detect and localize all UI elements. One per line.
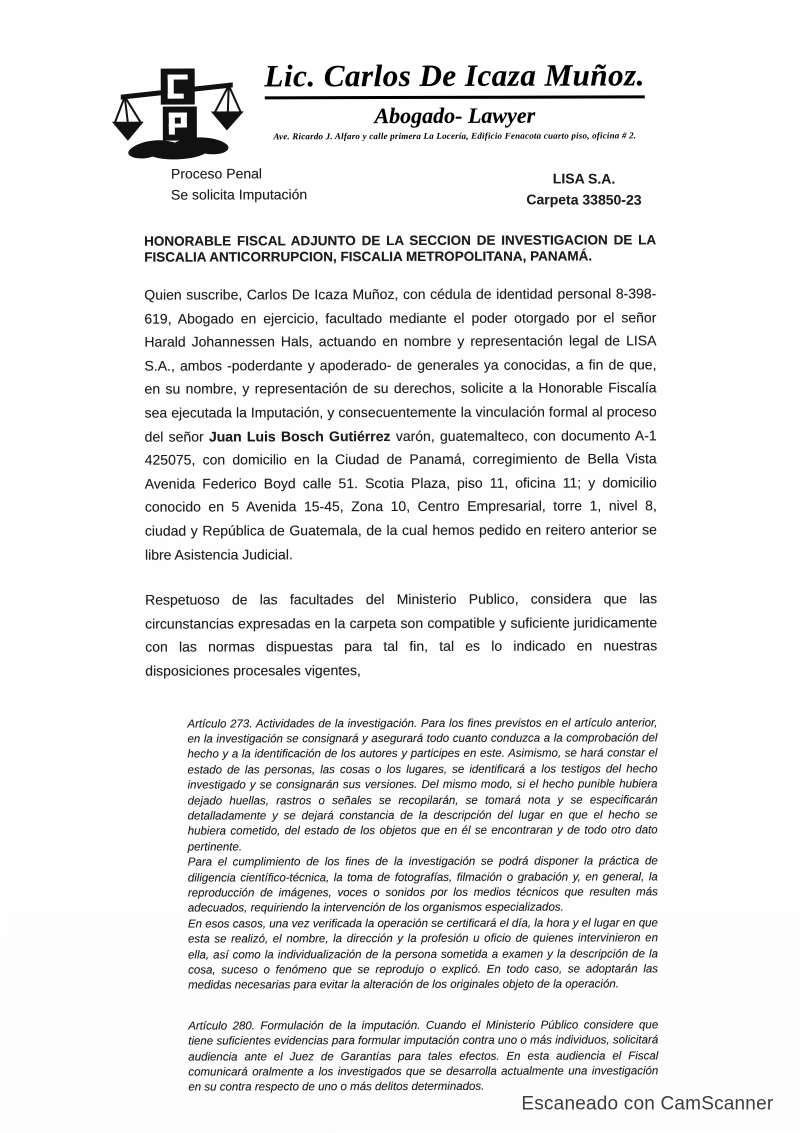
petition-text-after: varón, guatemalteco, con documento A-1 425075, con domicilio en la Ciudad de Panamá, corregimiento de Bella Vista Avenida Federico Boyd calle 51. Scotia Plaza, piso 11, oficina 11; y domicilio conocido en 5 Avenida 15-45, Zona 10, Centro Empresarial, torre 1, nivel 8, ciudad y República de Guatemala, de la cual hemos pedido en reitero anterior se libre Asistencia Judicial.: [144, 426, 657, 563]
accused-name: Juan Luis Bosch Gutiérrez: [208, 427, 391, 445]
client-name: LISA S.A.: [552, 170, 616, 187]
folder-number: Carpeta 33850-23: [526, 191, 642, 208]
document-body: [144, 232, 658, 1096]
letterhead-text: [245, 57, 665, 141]
articulo-273-part-3: En esos casos, una vez verificada la operación se certificará el día, la hora y el lugar en que esta se realizó, el nombre, la dirección y la profesión u oficio de quienes intervinieron en ella, así como la individualización de la persona sometida a examen y la descripción de la cosa, suceso o fenómeno que se reprodujo o explicó. En todo caso, se adoptarán las medidas necesarias para evitar la alteración de los originales objeto de la operación.: [187, 917, 659, 992]
petition-text-before: Quien suscribe, Carlos De Icaza Muñoz, con cédula de identidad personal 8-398-619, Abogado en ejercicio, facultado mediante el poder otorgado por el señor Harald Johannessen Hals, actuando en nombre y representación legal de LISA S.A., ambos -poderdante y apoderado- de generales ya conocidas, a fin de que, en su nombre, y representación de su derechos, solicite a la Honorable Fiscalía sea ejecutada la Imputación, y consecuentemente la vinculación formal al proceso del señor: [144, 285, 657, 445]
paragraph-petition: [144, 282, 657, 566]
case-reference-left: [171, 163, 307, 205]
lawyer-subtitle: Abogado- Lawyer: [374, 102, 536, 129]
quote-articulo-273: [187, 716, 658, 995]
lawyer-name-title: Lic. Carlos De Icaza Muñoz.: [264, 57, 644, 99]
spacer: [146, 993, 658, 1019]
scales-of-justice-icon: [107, 62, 247, 162]
addressee-heading: HONORABLE FISCAL ADJUNTO DE LA SECCION DE INVESTIGACION DE LA FISCALIA ANTICORRUPCION, FISCALIA METROPOLITANA, PANAMÁ.: [144, 232, 657, 265]
articulo-280-text: Artículo 280. Formulación de la imputación. Cuando el Ministerio Público considere que tiene suficientes evidencias para formular imputación contra uno o más individuos, solicitará audiencia ante el Juez de Garantías para tales efectos. En esta audiencia el Fiscal comunicará oralmente a los investigados que se desarrolla actualmente una investigación en su contra respecto de uno o más delitos determinados.: [188, 1019, 659, 1094]
paragraph-legal-basis: Respetuoso de las facultades del Ministerio Publico, considera que las circunstancias expresadas en la carpeta son compatible y suficiente juridicamente con las normas dispuestas para tal fin, tal es lo indicado en nuestras disposiciones procesales vigentes,: [145, 590, 658, 679]
office-address: Ave. Ricardo J. Alfaro y calle primera La Locería, Edificio Fenacota cuarto piso, oficina # 2.: [273, 130, 637, 142]
case-reference-right: [494, 168, 674, 211]
camscanner-watermark: Escaneado con CamScanner: [521, 1093, 774, 1115]
quote-articulo-280: [188, 1018, 658, 1096]
articulo-273-part-2: Para el cumplimiento de los fines de la investigación se podrá disponer la práctica de diligencia científico-técnica, la toma de fotografías, filmación o grabación y, en general, la reproducción de imágenes, voces o sonidos por los medios técnicos que resulten más adecuados, requiriendo la intervención de los organismos especializados.: [187, 855, 658, 915]
case-request: Se solicita Imputación: [171, 186, 308, 203]
case-type: Proceso Penal: [170, 165, 263, 182]
articulo-273-part-1: Artículo 273. Actividades de la investigación. Para los fines previstos en el artículo anterior, en la investigación se consignará y asegurará todo cuanto conduzca a la comprobación del hecho y a la identificación de los autores y participes en este. Asimismo, se hará constar el estado de las personas, las cosas o los lugares, se identificará a los testigos del hecho investigado y se consignarán sus versiones. Del mismo modo, si el hecho punible hubiera dejado huellas, rastros o señales se recopilarán, se tomará nota y se especificarán detalladamente y se dejará constancia de la descripción del lugar en que el hecho se hubiera cometido, del estado de los objetos que en él se encontraran y de todo otro dato pertinente.: [187, 716, 658, 854]
reference-block: [0, 162, 799, 219]
